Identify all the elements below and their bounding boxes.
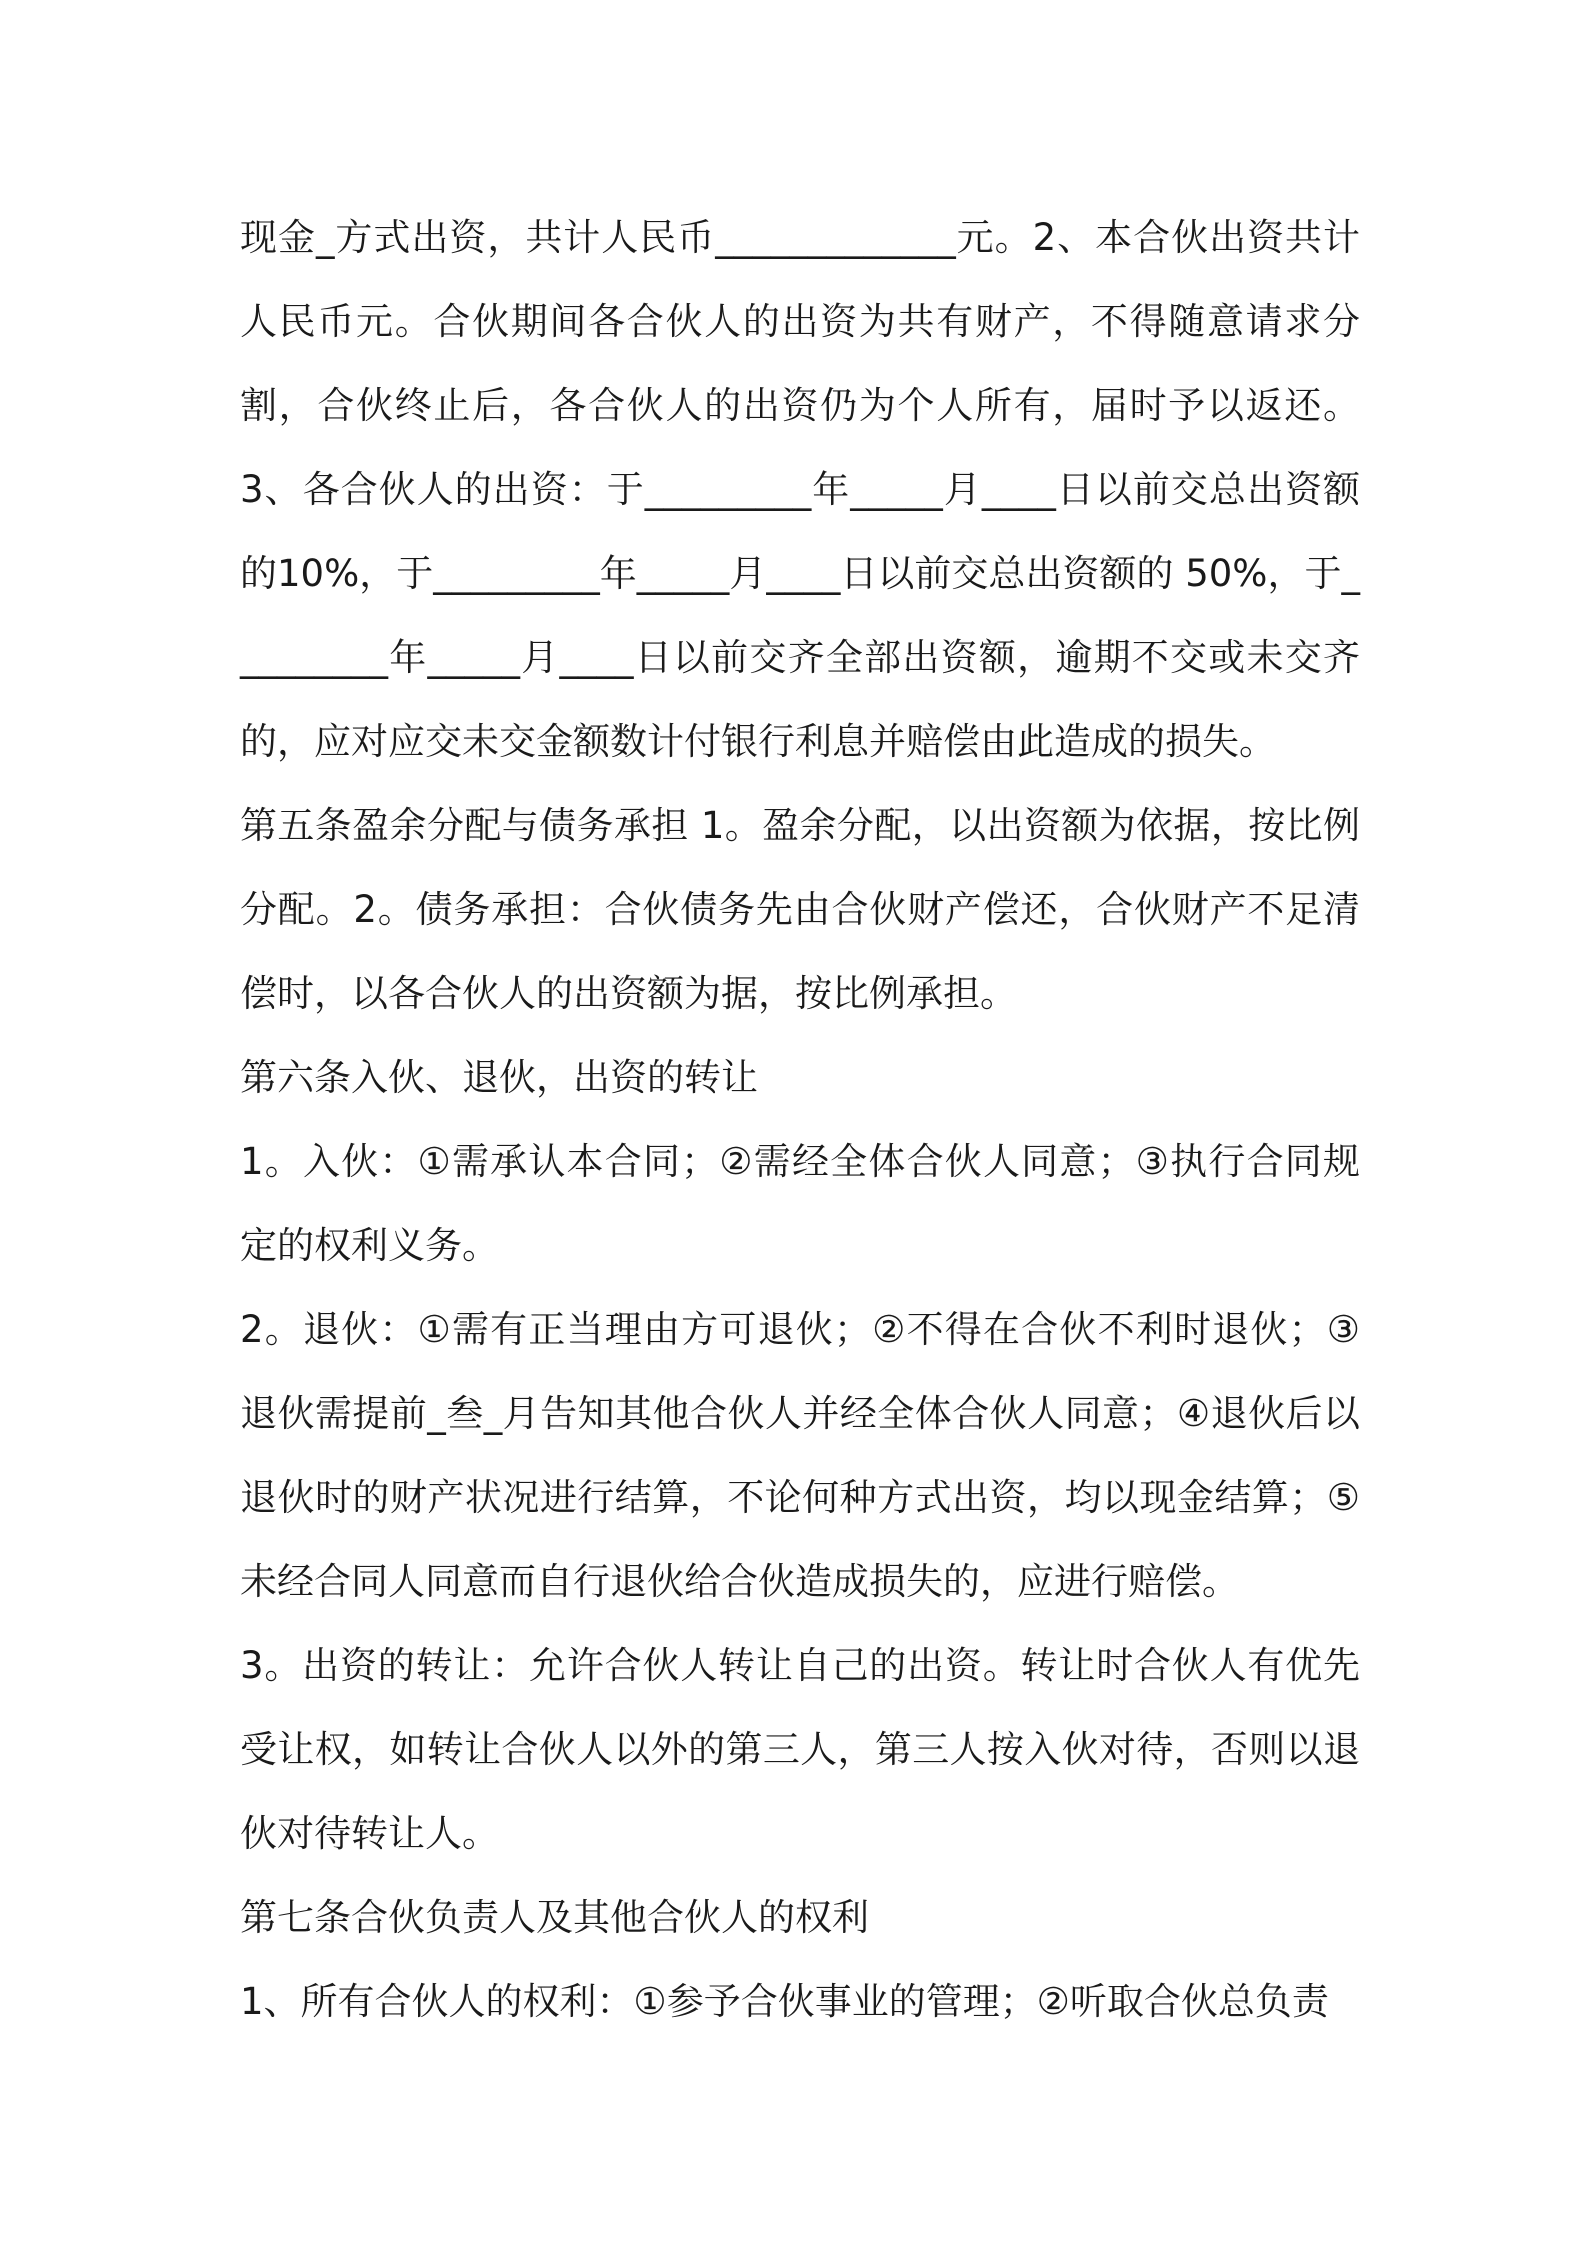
paragraph-withdrawal: 2。退伙：①需有正当理由方可退伙；②不得在合伙不利时退伙；③退伙需提前_叁_月告知其他合伙人并经全体合伙人同意；④退伙后以退伙时的财产状况进行结算，不论何种方式出资，均以现金结算；⑤未经合同人同意而自行退伙给合伙造成损失的，应进行赔偿。 — [240, 1308, 1360, 1603]
heading-article-6: 第六条入伙、退伙，出资的转让 — [240, 1056, 758, 1099]
heading-article-7: 第七条合伙负责人及其他合伙人的权利 — [240, 1896, 869, 1939]
paragraph-article-5: 第五条盈余分配与债务承担 1。盈余分配，以出资额为依据，按比例分配。2。债务承担：合伙债务先由合伙财产偿还，合伙财产不足清偿时，以各合伙人的出资额为据，按比例承担。 — [240, 804, 1360, 1015]
paragraph-transfer: 3。出资的转让：允许合伙人转让自己的出资。转让时合伙人有优先受让权，如转让合伙人以外的第三人，第三人按入伙对待，否则以退伙对待转让人。 — [240, 1644, 1360, 1855]
paragraph-joining: 1。入伙：①需承认本合同；②需经全体合伙人同意；③执行合同规定的权利义务。 — [240, 1140, 1360, 1267]
paragraph-capital-contribution: 现金_方式出资，共计人民币_____________元。2、本合伙出资共计人民币元。合伙期间各合伙人的出资为共有财产，不得随意请求分割，合伙终止后，各合伙人的出资仍为个人所有，届时予以返还。3、各合伙人的出资：于_________年_____月____日以前交总出资额的10%，于_________年_____月____日以前交总出资额的 50%，于_________年_____月____日以前交齐全部出资额，逾期不交或未交齐的，应对应交未交金额数计付银行利息并赔偿由此造成的损失。 — [240, 216, 1360, 763]
paragraph-partner-rights: 1、所有合伙人的权利：①参予合伙事业的管理；②听取合伙总负责 — [240, 1980, 1329, 2023]
document-body — [240, 196, 1360, 2044]
